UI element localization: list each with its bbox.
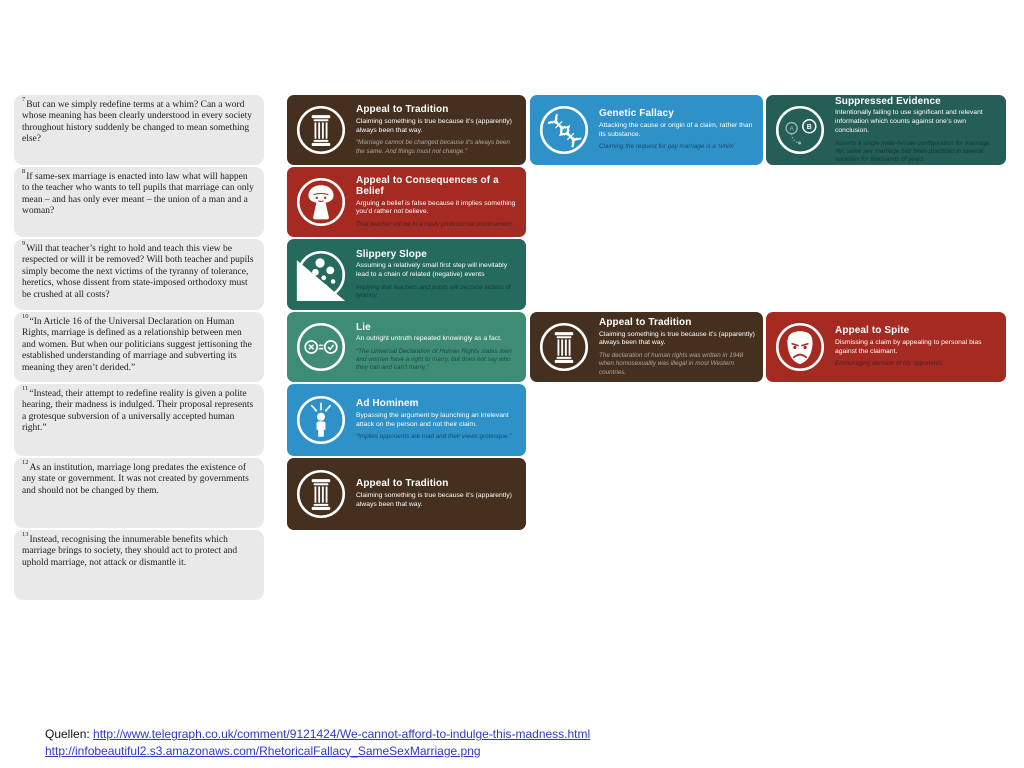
svg-text:A: A xyxy=(789,125,794,133)
fallacy-card-ad-hominem xyxy=(287,384,526,456)
quote-block-7 xyxy=(14,95,264,165)
fallacy-card-slippery-slope xyxy=(287,239,526,310)
ab-evidence-icon xyxy=(774,104,826,156)
quote-block-9 xyxy=(14,239,264,310)
quote-number: 12 xyxy=(22,458,29,466)
card-example: Claiming the request for gay marriage is a ‘whim’ xyxy=(599,143,736,151)
card-example: “Marriage cannot be changed because it’s always been the same. And things must not change.” xyxy=(356,139,510,155)
card-description: Attacking the cause or origin of a claim, rather than its substance. xyxy=(599,121,753,138)
column-icon xyxy=(538,321,590,373)
fallacy-card-appeal-to-spite xyxy=(766,312,1006,382)
card-description: Bypassing the argument by launching an irrelevant attack on the person and not their claim. xyxy=(356,411,509,428)
card-title: Ad Hominem xyxy=(356,398,419,410)
dna-icon xyxy=(538,104,590,156)
covered-eyes-icon xyxy=(295,176,347,228)
card-title: Lie xyxy=(356,321,371,333)
card-title: Slippery Slope xyxy=(356,248,427,260)
fallacy-card-appeal-to-tradition xyxy=(287,458,526,530)
person-attack-icon xyxy=(295,394,347,446)
quote-number: 9 xyxy=(22,239,26,247)
card-title: Appeal to Tradition xyxy=(356,104,449,116)
quote-block-10 xyxy=(14,312,264,382)
quote-text: But can we simply redefine terms at a whim? Can a word whose meaning has been clearly understood in every society throughout history suddenly be changed to mean something else? xyxy=(22,100,253,145)
quote-number: 10 xyxy=(22,312,29,320)
quote-block-11 xyxy=(14,384,264,456)
quote-text: If same-sex marriage is enacted into law what will happen to the teacher who wants to tell pupils that marriage can only mean – and has only ever meant – the union of a man and a woman? xyxy=(22,172,254,217)
fallacy-card-lie xyxy=(287,312,526,382)
quote-number: 8 xyxy=(22,167,26,175)
quote-block-8 xyxy=(14,167,264,237)
card-example: That teacher will be in a nasty professional predicament. xyxy=(356,221,514,229)
fallacy-card-appeal-to-tradition xyxy=(530,312,763,382)
mask-icon xyxy=(774,321,826,373)
quote-block-12 xyxy=(14,458,264,528)
svg-text:B: B xyxy=(806,124,812,132)
column-icon xyxy=(295,104,347,156)
card-title: Appeal to Consequences of a Belief xyxy=(356,174,499,198)
sources-label: Quellen: xyxy=(45,727,94,741)
card-example: Implying that teachers and pupils will become victims of tyranny. xyxy=(356,283,511,300)
quote-number: 7 xyxy=(22,95,26,103)
source-link-infobeautiful[interactable]: http://infobeautiful2.s3.amazonaws.com/RhetoricalFallacy_SameSexMarriage.png xyxy=(45,743,481,758)
card-description: Dismissing a claim by appealing to personal bias against the claimant. xyxy=(835,338,982,355)
fallacy-card-suppressed-evidence xyxy=(766,95,1006,165)
card-example: “The Universal Declaration of Human Rights states men and women have a right to marry, but does not say who they can and can’t marry.” xyxy=(356,347,512,372)
quote-number: 13 xyxy=(22,530,29,538)
card-title: Appeal to Tradition xyxy=(356,478,449,490)
card-title: Suppressed Evidence xyxy=(835,95,941,107)
quote-text: Will that teacher’s right to hold and teach this view be respected or will it be removed? Will both teacher and pupils simply become the next victims of the tyranny of tolerance, heretics, whose dissent from state-imposed orthodoxy must be crushed at all costs? xyxy=(22,244,254,300)
fallacy-card-appeal-to-tradition xyxy=(287,95,526,165)
card-description: Intentionally failing to use significant and relevant information which counts against one’s own conclusion. xyxy=(835,109,983,134)
false-equals-true-icon xyxy=(295,321,347,373)
quote-text: “In Article 16 of the Universal Declaration on Human Rights, marriage is defined as a relationship between men and women. But when our politicians suggest jettisoning the established understanding of marriage and subverting its meaning they aren’t derided.” xyxy=(22,317,252,373)
fallacy-card-genetic-fallacy xyxy=(530,95,763,165)
quote-text: Instead, recognising the innumerable benefits which marriage brings to society, they should act to protect and uphold marriage, not attack or dismantle it. xyxy=(22,535,238,568)
source-link-telegraph[interactable]: http://www.telegraph.co.uk/comment/9121424/We-cannot-afford-to-indulge-this-madness.html xyxy=(93,727,591,741)
quote-text: “Instead, their attempt to redefine reality is given a polite hearing, their madness is indulged. Their proposal represents a grotesque subversion of a universally accepted human right.” xyxy=(22,389,254,434)
card-example: Encouraging derision of his opponents. xyxy=(835,360,944,368)
card-title: Appeal to Spite xyxy=(835,325,910,337)
card-description: An outright untruth repeated knowingly as a fact. xyxy=(356,335,502,343)
quote-number: 11 xyxy=(22,384,29,392)
card-description: Claiming something is true because it’s (apparently) always been that way. xyxy=(356,491,512,508)
card-description: Claiming something is true because it’s (apparently) always been that way. xyxy=(356,117,512,134)
card-description: Arguing a belief is false because it implies something you’d rather not believe. xyxy=(356,199,516,216)
card-description: Assuming a relatively small first step will inevitably lead to a chain of related (negative) events xyxy=(356,262,508,279)
fallacy-card-appeal-to-consequences-of-a-belief xyxy=(287,167,526,237)
card-description: Claiming something is true because it’s (apparently) always been that way. xyxy=(599,330,755,347)
card-example: Asserts a single male-female configuration for marriage. Yet same sex marriage has been practiced in several societies for thousands of years. xyxy=(835,139,992,164)
card-example: “Implies opponents are mad and their views grotesque.” xyxy=(356,433,512,441)
quote-block-13 xyxy=(14,530,264,600)
sources xyxy=(45,726,590,759)
card-example: The declaration of human rights was written in 1948 when homosexuality was illegal in most Western countries. xyxy=(599,352,744,376)
slope-icon xyxy=(295,249,347,301)
card-title: Appeal to Tradition xyxy=(599,317,692,329)
column-icon xyxy=(295,468,347,520)
quote-text: As an institution, marriage long predates the existence of any state or government. It was not created by governments and should not be changed by them. xyxy=(22,463,249,496)
card-title: Genetic Fallacy xyxy=(599,108,674,120)
